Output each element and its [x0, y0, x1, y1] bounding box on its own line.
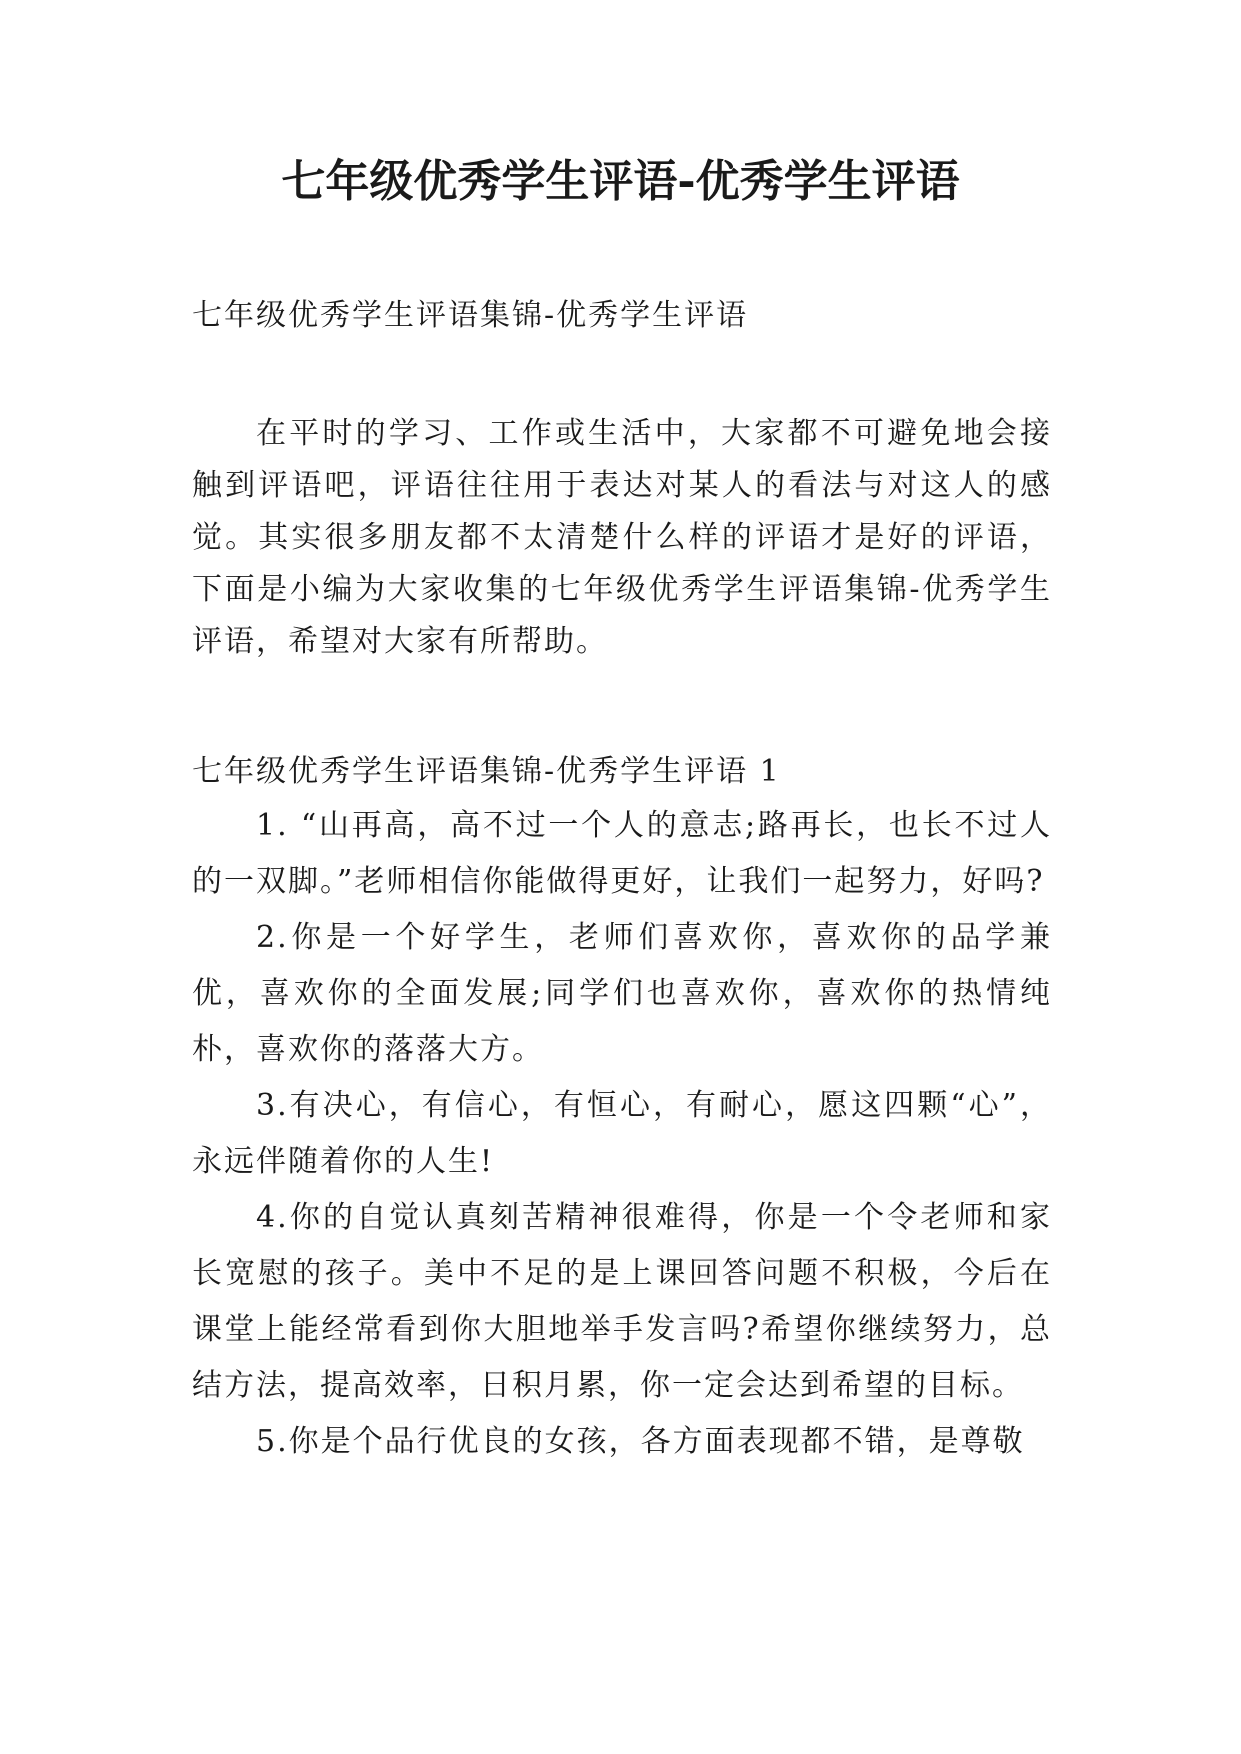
comment-item-5: 5.你是个品行优良的女孩，各方面表现都不错，是尊敬 — [256, 1424, 1025, 1459]
comment-item-2: 2.你是一个好学生，老师们喜欢你，喜欢你的品学兼优，喜欢你的全面发展;同学们也喜欢你，喜欢你的热情纯朴，喜欢你的落落大方。 — [192, 920, 1052, 1067]
comment-item-4: 4.你的自觉认真刻苦精神很难得，你是一个令老师和家长宽慰的孩子。美中不足的是上课回答问题不积极，今后在课堂上能经常看到你大胆地举手发言吗?希望你继续努力，总结方法，提高效率，日积月累，你一定会达到希望的目标。 — [192, 1200, 1052, 1403]
document-subtitle: 七年级优秀学生评语集锦-优秀学生评语 — [192, 298, 749, 333]
document-title: 七年级优秀学生评语-优秀学生评语 — [281, 156, 960, 207]
comment-item-3: 3.有决心，有信心，有恒心，有耐心，愿这四颗“心”，永远伴随着你的人生! — [192, 1088, 1052, 1179]
section-heading: 七年级优秀学生评语集锦-优秀学生评语 1 — [192, 754, 781, 789]
comment-item-1: 1. “山再高，高不过一个人的意志;路再长，也长不过人的一双脚。”老师相信你能做得更好，让我们一起努力，好吗? — [192, 808, 1052, 899]
intro-paragraph: 在平时的学习、工作或生活中，大家都不可避免地会接触到评语吧，评语往往用于表达对某人的看法与对这人的感觉。其实很多朋友都不太清楚什么样的评语才是好的评语，下面是小编为大家收集的七年级优秀学生评语集锦-优秀学生评语，希望对大家有所帮助。 — [192, 416, 1052, 659]
comment-list — [192, 798, 1052, 1470]
